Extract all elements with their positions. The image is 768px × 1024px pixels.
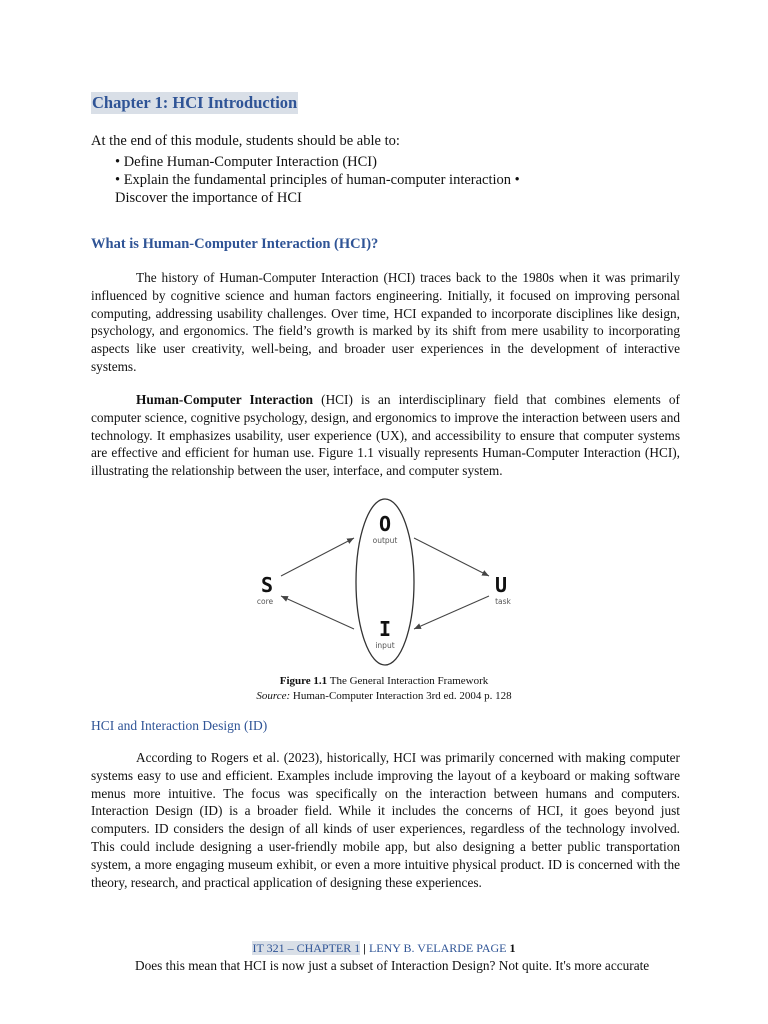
objectives-list — [115, 153, 595, 207]
footer-separator: | — [360, 941, 369, 955]
section-heading-hci-id: HCI and Interaction Design (ID) — [91, 718, 268, 733]
figure-source-text: Human-Computer Interaction 3rd ed. 2004 p. 128 — [290, 690, 512, 702]
figure-caption — [0, 675, 768, 687]
figure-source — [0, 690, 768, 702]
arrow-u-to-i — [414, 596, 489, 629]
objectives-intro: At the end of this module, students should be able to: — [91, 133, 400, 149]
i-label: input — [375, 641, 395, 650]
arrow-s-to-o — [281, 538, 354, 576]
s-label: core — [256, 597, 274, 606]
figure-caption-label: Figure 1.1 — [279, 675, 328, 687]
section-heading-what-is-hci: What is Human-Computer Interaction (HCI)? — [91, 236, 379, 252]
s-letter: S — [260, 573, 274, 597]
page-footer — [0, 941, 768, 956]
u-letter: U — [494, 573, 508, 597]
footer-course: IT 321 – CHAPTER 1 — [252, 941, 361, 955]
next-paragraph-start: Does this mean that HCI is now just a subset of Interaction Design? Not quite. It's more accurate — [135, 958, 650, 973]
arrow-i-to-s — [281, 596, 354, 629]
figure-caption-text: The General Interaction Framework — [327, 675, 489, 687]
objective-item: • Explain the fundamental principles of human-computer interaction • — [115, 172, 520, 188]
definition-text: (HCI) is an interdisciplinary field that combines elements of computer science, cognitive psychology, design, and ergonomics to improve the interaction between users and technology. It emphasizes usability, user experience (UX), and accessibility to ensure that computer systems are effective and efficient for human use. Figure 1.1 visually represents Human-Computer Interaction (HCI), illustrating the relationship between the user, interface, and computer system. — [91, 392, 680, 479]
footer-author: LENY B. VELARDE PAGE — [368, 941, 510, 955]
u-label: task — [495, 597, 511, 606]
arrow-o-to-u — [414, 538, 489, 576]
objective-item: Discover the importance of HCI — [115, 190, 302, 206]
objective-item: • Define Human-Computer Interaction (HCI) — [115, 154, 377, 170]
o-letter: O — [378, 512, 392, 536]
o-label: output — [372, 536, 398, 545]
paragraph-history: The history of Human-Computer Interaction (HCI) traces back to the 1980s when it was primarily influenced by cognitive science and human factors engineering. Initially, it focused on improving personal computing, addressing usability challenges. Over time, HCI expanded to incorporate disciplines like design, psychology, and ergonomics. The field’s growth is marked by its shift from mere usability to incorporating aspects like user creativity, well-being, and broader user experiences in the development of interactive systems. — [91, 270, 680, 374]
footer-page-number: 1 — [509, 941, 516, 955]
figure-source-label: Source: — [256, 690, 291, 702]
interaction-framework-diagram — [251, 496, 517, 668]
paragraph-hci-vs-id: According to Rogers et al. (2023), historically, HCI was primarily concerned with making computer systems easy to use and efficient. Examples include improving the layout of a keyboard or making software menus more intuitive. The focus was specifically on the interaction between humans and computers. Interaction Design (ID) is a broader field. While it includes the concerns of HCI, it goes beyond just computers. ID considers the design of all kinds of user experiences, regardless of the technology involved. This could include designing a user-friendly mobile app, but also designing a better public transportation system, a more engaging museum exhibit, or even a more intuitive physical product. ID is concerned with the theory, research, and practical application of designing these experiences. — [91, 750, 680, 890]
bold-term: Human-Computer Interaction — [136, 392, 314, 407]
paragraph-definition — [91, 391, 680, 480]
i-letter: I — [378, 617, 392, 641]
chapter-title: Chapter 1: HCI Introduction — [92, 93, 298, 112]
